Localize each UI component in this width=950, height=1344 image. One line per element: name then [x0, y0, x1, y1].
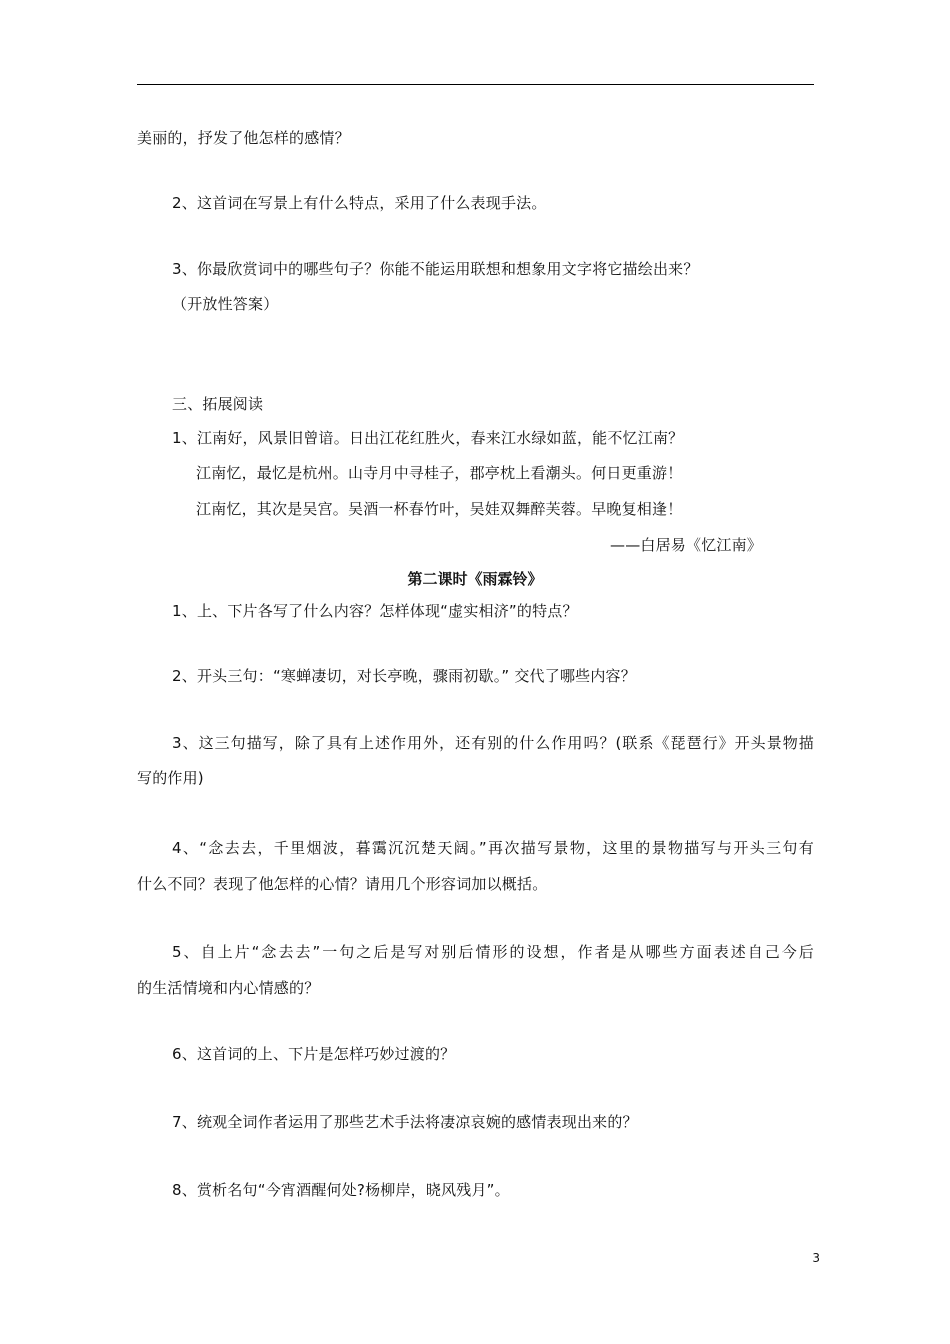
lesson-question-8: 8、赏析名句“今宵酒醒何处?杨柳岸，晓风残月”。 — [172, 1181, 510, 1199]
answer-note: （开放性答案） — [172, 295, 279, 313]
lesson-question-4-cont: 什么不同？表现了他怎样的心情？请用几个形容词加以概括。 — [137, 875, 548, 893]
lesson-question-3-cont: 写的作用) — [137, 769, 204, 787]
lesson-question-3: 3、这三句描写，除了具有上述作用外，还有别的什么作用吗？(联系《琵琶行》开头景物描 — [172, 734, 814, 752]
lesson-question-4: 4、“念去去，千里烟波，暮霭沉沉楚天阔。”再次描写景物，这里的景物描写与开头三句有 — [172, 839, 814, 857]
lesson-question-2: 2、开头三句：“寒蝉凄切，对长亭晚，骤雨初歇。” 交代了哪些内容？ — [172, 667, 636, 685]
lesson-title: 第二课时《雨霖铃》 — [407, 570, 543, 588]
question-2: 2、这首词在写景上有什么特点，采用了什么表现手法。 — [172, 194, 547, 212]
header-rule — [137, 84, 814, 85]
lesson-question-5: 5、自上片“念去去”一句之后是写对别后情形的设想，作者是从哪些方面表述自己今后 — [172, 943, 814, 961]
poem-line-3: 江南忆，其次是吴宫。吴酒一杯春竹叶，吴娃双舞醉芙蓉。早晚复相逢！ — [196, 500, 683, 518]
lesson-question-7: 7、统观全词作者运用了那些艺术手法将凄凉哀婉的感情表现出来的？ — [172, 1113, 638, 1131]
question-3: 3、你最欣赏词中的哪些句子？你能不能运用联想和想象用文字将它描绘出来？ — [172, 260, 699, 278]
poem-line-1: 1、江南好，风景旧曾谙。日出江花红胜火，春来江水绿如蓝，能不忆江南？ — [172, 429, 684, 447]
lesson-question-1: 1、上、下片各写了什么内容？怎样体现“虚实相济”的特点？ — [172, 602, 578, 620]
section-heading: 三、拓展阅读 — [172, 395, 264, 413]
text-line: 美丽的，抒发了他怎样的感情？ — [137, 129, 350, 147]
poem-attribution: ——白居易《忆江南》 — [610, 536, 763, 554]
poem-line-2: 江南忆，最忆是杭州。山寺月中寻桂子，郡亭枕上看潮头。何日更重游！ — [196, 464, 683, 482]
lesson-question-5-cont: 的生活情境和内心情感的？ — [137, 979, 320, 997]
page-number: 3 — [812, 1251, 820, 1265]
lesson-question-6: 6、这首词的上、下片是怎样巧妙过渡的？ — [172, 1045, 456, 1063]
